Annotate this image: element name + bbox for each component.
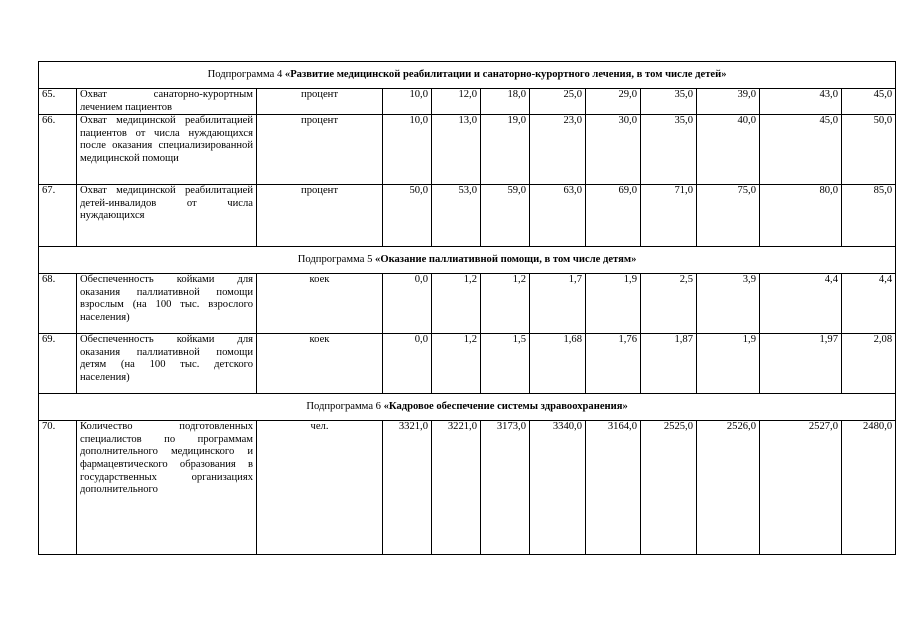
indicator-value: 39,0 (697, 89, 760, 115)
subprogram-header (39, 62, 896, 89)
unit-of-measure: чел. (257, 421, 383, 555)
indicator-name: Охват медицинской реабилитацией пациентов от числа нуждающихся после оказания специализированной медицинской помощи (77, 115, 257, 185)
row-number: 70. (39, 421, 77, 555)
subprogram-header (39, 394, 896, 421)
subprogram-header (39, 247, 896, 274)
indicator-name: Обеспеченность койками для оказания паллиативной помощи детям (на 100 тыс. детского населения) (77, 334, 257, 394)
indicator-value: 40,0 (697, 115, 760, 185)
indicator-value: 29,0 (586, 89, 641, 115)
indicator-value: 2,08 (842, 334, 896, 394)
indicator-value: 45,0 (760, 115, 842, 185)
indicator-value: 2,5 (641, 274, 697, 334)
indicator-value: 1,9 (586, 274, 641, 334)
indicator-value: 12,0 (432, 89, 481, 115)
indicator-value: 53,0 (432, 185, 481, 247)
indicator-value: 63,0 (530, 185, 586, 247)
subprogram-prefix: Подпрограмма 6 (306, 400, 384, 412)
table-body (39, 62, 896, 555)
table-row (39, 274, 896, 334)
indicator-value: 85,0 (842, 185, 896, 247)
indicator-value: 2525,0 (641, 421, 697, 555)
unit-of-measure: коек (257, 334, 383, 394)
indicator-value: 4,4 (760, 274, 842, 334)
indicator-value: 3164,0 (586, 421, 641, 555)
indicator-value: 1,87 (641, 334, 697, 394)
indicator-value: 2526,0 (697, 421, 760, 555)
indicator-value: 2480,0 (842, 421, 896, 555)
indicator-value: 3321,0 (383, 421, 432, 555)
indicator-value: 1,76 (586, 334, 641, 394)
indicator-value: 50,0 (383, 185, 432, 247)
section-header-row (39, 394, 896, 421)
unit-of-measure: коек (257, 274, 383, 334)
unit-of-measure: процент (257, 89, 383, 115)
indicator-value: 59,0 (481, 185, 530, 247)
indicator-value: 0,0 (383, 274, 432, 334)
indicator-value: 1,97 (760, 334, 842, 394)
indicator-value: 2527,0 (760, 421, 842, 555)
indicator-value: 19,0 (481, 115, 530, 185)
indicators-table (38, 61, 896, 555)
indicator-value: 1,68 (530, 334, 586, 394)
indicator-value: 4,4 (842, 274, 896, 334)
table-row (39, 89, 896, 115)
indicator-value: 69,0 (586, 185, 641, 247)
indicator-value: 13,0 (432, 115, 481, 185)
section-header-row (39, 62, 896, 89)
indicator-value: 10,0 (383, 89, 432, 115)
row-number: 67. (39, 185, 77, 247)
subprogram-title: «Оказание паллиативной помощи, в том числе детям» (375, 253, 637, 265)
indicator-value: 75,0 (697, 185, 760, 247)
table-row (39, 115, 896, 185)
section-header-row (39, 247, 896, 274)
row-number: 69. (39, 334, 77, 394)
indicator-value: 23,0 (530, 115, 586, 185)
indicator-name: Обеспеченность койками для оказания паллиативной помощи взрослым (на 100 тыс. взрослого населения) (77, 274, 257, 334)
indicator-value: 1,5 (481, 334, 530, 394)
indicator-value: 3221,0 (432, 421, 481, 555)
indicator-value: 1,2 (432, 334, 481, 394)
indicator-value: 1,9 (697, 334, 760, 394)
indicator-value: 71,0 (641, 185, 697, 247)
subprogram-title: «Кадровое обеспечение системы здравоохранения» (383, 400, 628, 412)
indicator-value: 30,0 (586, 115, 641, 185)
indicator-name: Количество подготовленных специалистов по программам дополнительного медицинского и фармацевтического образования в государственных организациях дополнительного (77, 421, 257, 555)
indicator-value: 3,9 (697, 274, 760, 334)
indicator-name: Охват санаторно-курортным лечением пациентов (77, 89, 257, 115)
indicator-value: 3340,0 (530, 421, 586, 555)
indicator-name: Охват медицинской реабилитацией детей-инвалидов от числа нуждающихся (77, 185, 257, 247)
indicator-value: 25,0 (530, 89, 586, 115)
indicator-value: 1,2 (481, 274, 530, 334)
unit-of-measure: процент (257, 115, 383, 185)
indicator-value: 50,0 (842, 115, 896, 185)
subprogram-title: «Развитие медицинской реабилитации и санаторно-курортного лечения, в том числе детей» (284, 68, 727, 80)
row-number: 65. (39, 89, 77, 115)
indicator-value: 10,0 (383, 115, 432, 185)
indicator-value: 18,0 (481, 89, 530, 115)
row-number: 68. (39, 274, 77, 334)
indicator-value: 43,0 (760, 89, 842, 115)
indicator-value: 45,0 (842, 89, 896, 115)
subprogram-prefix: Подпрограмма 5 (297, 253, 376, 265)
indicator-value: 80,0 (760, 185, 842, 247)
table-row (39, 334, 896, 394)
indicator-value: 3173,0 (481, 421, 530, 555)
indicator-value: 35,0 (641, 115, 697, 185)
indicator-value: 1,7 (530, 274, 586, 334)
table-row (39, 421, 896, 555)
unit-of-measure: процент (257, 185, 383, 247)
indicator-value: 1,2 (432, 274, 481, 334)
indicator-value: 0,0 (383, 334, 432, 394)
indicator-value: 35,0 (641, 89, 697, 115)
row-number: 66. (39, 115, 77, 185)
table-row (39, 185, 896, 247)
subprogram-prefix: Подпрограмма 4 (207, 68, 285, 80)
